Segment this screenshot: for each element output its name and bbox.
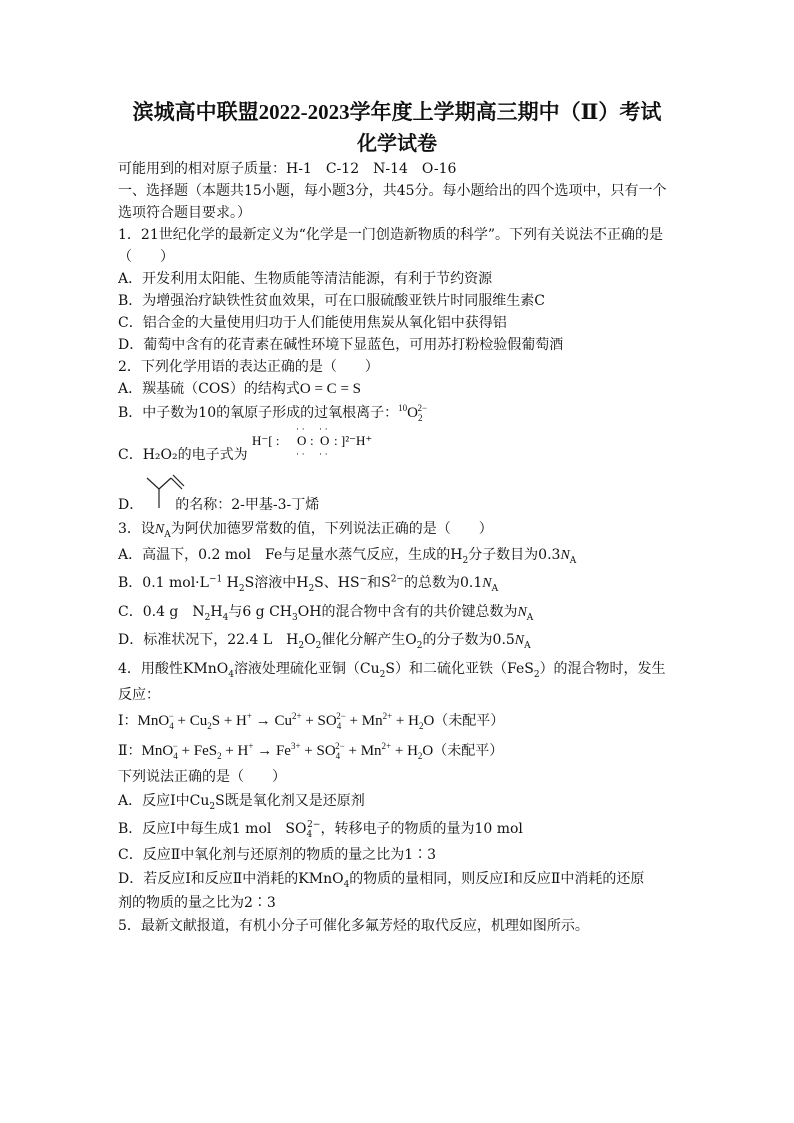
- q2-option-a-text: A．羰基硫（COS）的结构式: [118, 381, 300, 397]
- section-header-line2: 选项符合题目要求。）: [118, 205, 251, 221]
- q4-option-d-line2: 剂的物质的量之比为2∶3: [118, 895, 276, 911]
- q3-option-d: D．标准状况下，22.4 L $H_2O_2$催化分解产生$O_2$的分子数为$0.5N_A$: [118, 632, 531, 651]
- q2-option-a-formula: O = C = S: [299, 381, 361, 397]
- q3-option-a: A．高温下，0.2 mol Fe与足量水蒸气反应，生成的$H_2$分子数目为$0.3N_A$: [118, 547, 577, 566]
- q2-stem: 2．下列化学用语的表达正确的是（ ）: [118, 359, 379, 375]
- q4-option-a: A．反应Ⅰ中$Cu_2S$既是氧化剂又是还原剂: [118, 793, 365, 812]
- q4-stem: 4．用酸性KMnO$_4$溶液处理硫化亚铜$(Cu_2S)$和二硫化亚铁（FeS$_2$）的混合物时，发生: [118, 661, 666, 680]
- svg-text:· ·: · ·: [319, 425, 328, 435]
- q4-equation-1: Ⅰ：$MnO_4^- + Cu_2S + H^+ \to Cu^{2+} + SO_4^{2-} + Mn^{2+} + H_2O$（未配平）: [118, 711, 505, 731]
- svg-text:O: O: [320, 433, 330, 448]
- q2-option-b-formula: $^{10}O_2^{2-}$: [398, 403, 428, 423]
- q1-stem-paren: （ ）: [118, 249, 174, 265]
- eq2-unbalanced: （未配平）: [433, 743, 504, 759]
- svg-text:· ·: · ·: [296, 450, 305, 460]
- q3-option-c: C．0.4 g $N_2H_4$与6 g $CH_3OH$的混合物中含有的共价键总数为$N_A$: [118, 604, 534, 623]
- eq2-label: Ⅱ：: [118, 743, 142, 759]
- q2-option-d-text: 的名称：2-甲基-3-丁烯: [175, 497, 320, 513]
- q3-option-b: B．0.1 $mol\cdot L^{-1}$ $H_2S$溶液中$H_2S$、HS−和$S^{2-}$的总数为$0.1N_A$: [118, 574, 499, 594]
- svg-text:· ·: · ·: [296, 425, 305, 435]
- q5-stem: 5．最新文献报道，有机小分子可催化多氟芳烃的取代反应，机理如图所示。: [118, 918, 589, 934]
- svg-text::: :: [310, 433, 314, 448]
- exam-title: 滨城高中联盟2022-2023学年度上学期高三期中（Ⅱ）考试: [132, 100, 662, 124]
- eq1-label: Ⅰ：: [118, 713, 138, 729]
- svg-text:O: O: [297, 433, 307, 448]
- electron-formula-svg: [252, 424, 402, 464]
- q4-equation-2: Ⅱ：$MnO_4^- + FeS_2 + H^+ \to Fe^{3+} + SO_4^{2-} + Mn^{2+} + H_2O$（未配平）: [118, 741, 504, 761]
- exam-subtitle: 化学试卷: [357, 133, 437, 155]
- q1-option-a: A．开发利用太阳能、生物质能等清洁能源，有利于节约资源: [118, 271, 493, 287]
- q1-option-c: C．铝合金的大量使用归功于人们能使用焦炭从氧化铝中获得铝: [118, 315, 507, 331]
- q2-option-d-label: D．: [118, 497, 144, 513]
- q1-option-b: B．为增强治疗缺铁性贫血效果，可在口服硫酸亚铁片时同服维生素C: [118, 293, 545, 309]
- q2-option-b: [118, 404, 427, 422]
- q2-option-d: [118, 496, 319, 514]
- q1-option-d: D．葡萄中含有的花青素在碱性环境下显蓝色，可用苏打粉检验假葡萄酒: [118, 337, 564, 353]
- svg-text:H⁻[ :: H⁻[ :: [252, 433, 280, 448]
- q2-electron-formula: [252, 424, 402, 464]
- q3-stem: 3．设$N_A$为阿伏加德罗常数的值，下列说法正确的是（ ）: [118, 521, 493, 540]
- section-header-line1: 一、选择题（本题共15小题，每小题3分，共45分。每小题给出的四个选项中，只有一个: [118, 183, 667, 199]
- svg-text:: ]²⁻H⁺: : ]²⁻H⁺: [334, 433, 373, 448]
- q4-option-d: D．若反应Ⅰ和反应Ⅱ中消耗的KMnO$_4$的物质的量相同，则反应Ⅰ和反应Ⅱ中消耗的还原: [118, 871, 645, 890]
- q4-stem-line2: 反应：: [118, 687, 160, 703]
- q1-stem: 1．21世纪化学的最新定义为“化学是一门创造新物质的科学”。下列有关说法不正确的是: [118, 227, 664, 243]
- svg-text:· ·: · ·: [319, 450, 328, 460]
- atomic-masses: 可能用到的相对原子质量：H-1 C-12 N-14 O-16: [118, 161, 457, 177]
- q2-option-c: C．H₂O₂的电子式为: [118, 447, 248, 463]
- q4-option-c: C．反应Ⅱ中氧化剂与还原剂的物质的量之比为1∶3: [118, 847, 437, 863]
- q2-option-a: [118, 380, 361, 398]
- q4-option-b: B．反应Ⅰ中每生成1 mol $SO_4^{2-}$，转移电子的物质的量为10 mol: [118, 820, 523, 840]
- eq1-unbalanced: （未配平）: [434, 713, 505, 729]
- q4-ask: 下列说法正确的是（ ）: [118, 769, 286, 785]
- q2-option-b-text: B．中子数为10的氧原子形成的过氧根离子：: [118, 405, 399, 421]
